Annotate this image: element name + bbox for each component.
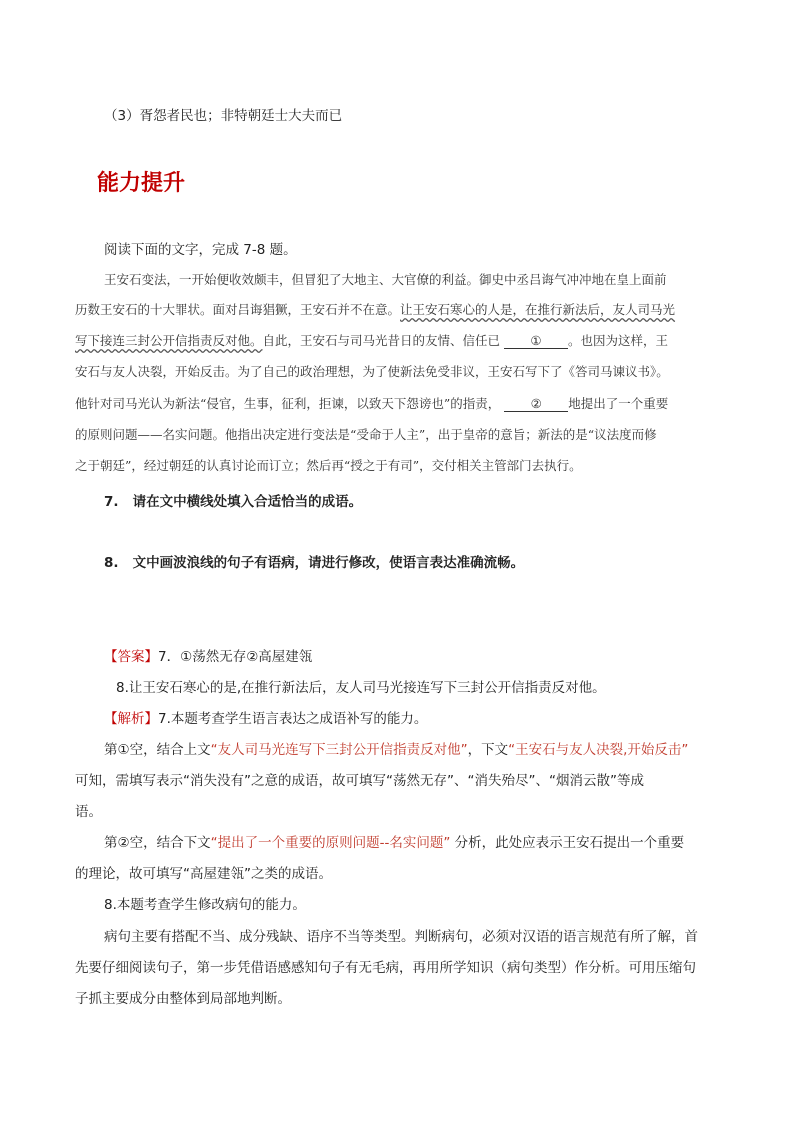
blank-1: ① [504, 333, 568, 349]
analysis-line: 语。 [75, 804, 102, 820]
analysis-line: 先要仔细阅读句子，第一步凭借语感感知句子有无毛病，再用所学知识（病句类型）作分析。可用压缩句 [75, 960, 696, 976]
blank-2: ② [504, 396, 568, 412]
analysis-line [104, 738, 688, 758]
analysis-line: 可知，需填写表示“消失没有”之意的成语，故可填写“荡然无存”、“消失殆尽”、“烟消云散”等成 [75, 773, 644, 789]
question-8 [104, 551, 524, 571]
analysis-line: 病句主要有搭配不当、成分残缺、语序不当等类型。判断病句，必须对汉语的语言规范有所了解，首 [104, 929, 698, 945]
analysis-text: 第②空，结合下文 [104, 835, 211, 851]
passage-line: 安石与友人决裂，开始反击。为了自己的政治理想，为了使新法免受非议，王安石写下了《答司马谏议书》。 [75, 364, 669, 379]
section-heading: 能力提升 [97, 171, 186, 196]
quoted-text: “友人司马光连写下三封公开信指责反对他” [210, 742, 468, 758]
answer-tag: 【答案】 [104, 649, 158, 665]
answer-line: 8.让王安石寒心的是,在推行新法后，友人司马光接连写下三封公开信指责反对他。 [116, 680, 606, 696]
wavy-underlined-sentence: 写下接连三封公开信指责反对他。 [75, 333, 263, 348]
analysis-text: 第①空，结合上文 [104, 742, 211, 758]
analysis-text: 分析，此处应表示王安石提出一个重要 [454, 835, 685, 851]
question-7 [104, 490, 362, 510]
passage-text: 。也因为这样，王 [568, 333, 669, 348]
sub-question-3: （3）胥怨者民也；非特朝廷士大夫而已 [104, 108, 343, 124]
question-text: 请在文中横线处填入合适恰当的成语。 [132, 494, 363, 510]
analysis-line: 8.本题考查学生修改病句的能力。 [104, 897, 306, 913]
reading-intro: 阅读下面的文字，完成 7-8 题。 [104, 242, 297, 258]
question-number: 7. [104, 494, 119, 510]
analysis-line [104, 707, 427, 727]
passage-line [75, 300, 675, 318]
quoted-text: “提出了一个重要的原则问题--名实问题” [210, 835, 451, 851]
passage-line: 王安石变法，一开始便收效颇丰，但冒犯了大地主、大官僚的利益。御史中丞吕诲气冲冲地在皇上面前 [104, 272, 667, 287]
passage-line: 的原则问题——名实问题。他指出决定进行变法是“受命于人主”，出于皇帝的意旨；新法的是“议法度而修 [75, 427, 657, 442]
question-text: 文中画波浪线的句子有语病，请进行修改，使语言表达准确流畅。 [132, 555, 525, 571]
quoted-text: “王安石与友人决裂,开始反击” [508, 742, 689, 758]
analysis-text: ，下文 [467, 742, 509, 758]
answer-line [104, 645, 312, 665]
passage-text: 自此，王安石与司马光昔日的友情、信任已 [262, 333, 501, 348]
passage-line [75, 394, 668, 412]
question-number: 8. [104, 555, 119, 571]
wavy-underlined-sentence: 让王安石寒心的人是，在推行新法后，友人司马光 [400, 302, 676, 317]
analysis-line: 子抓主要成分由整体到局部地判断。 [75, 991, 291, 1007]
passage-line [75, 331, 668, 349]
answer-text: 7．①荡然无存②高屋建瓴 [158, 649, 313, 665]
analysis-tag: 【解析】 [104, 711, 158, 727]
passage-text: 地提出了一个重要 [568, 396, 669, 411]
passage-text: 历数王安石的十大罪状。面对吕诲猖獗，王安石并不在意。 [75, 302, 401, 317]
analysis-line [104, 831, 684, 851]
passage-line: 之于朝廷”，经过朝廷的认真讨论而订立；然后再“授之于有司”，交付相关主管部门去执行。 [75, 458, 582, 473]
analysis-line: 的理论，故可填写“高屋建瓴”之类的成语。 [75, 866, 332, 882]
analysis-text: 7.本题考查学生语言表达之成语补写的能力。 [158, 711, 428, 727]
passage-text: 他针对司马光认为新法“侵官，生事，征利，拒谏，以致天下怨谤也”的指责， [75, 396, 501, 411]
